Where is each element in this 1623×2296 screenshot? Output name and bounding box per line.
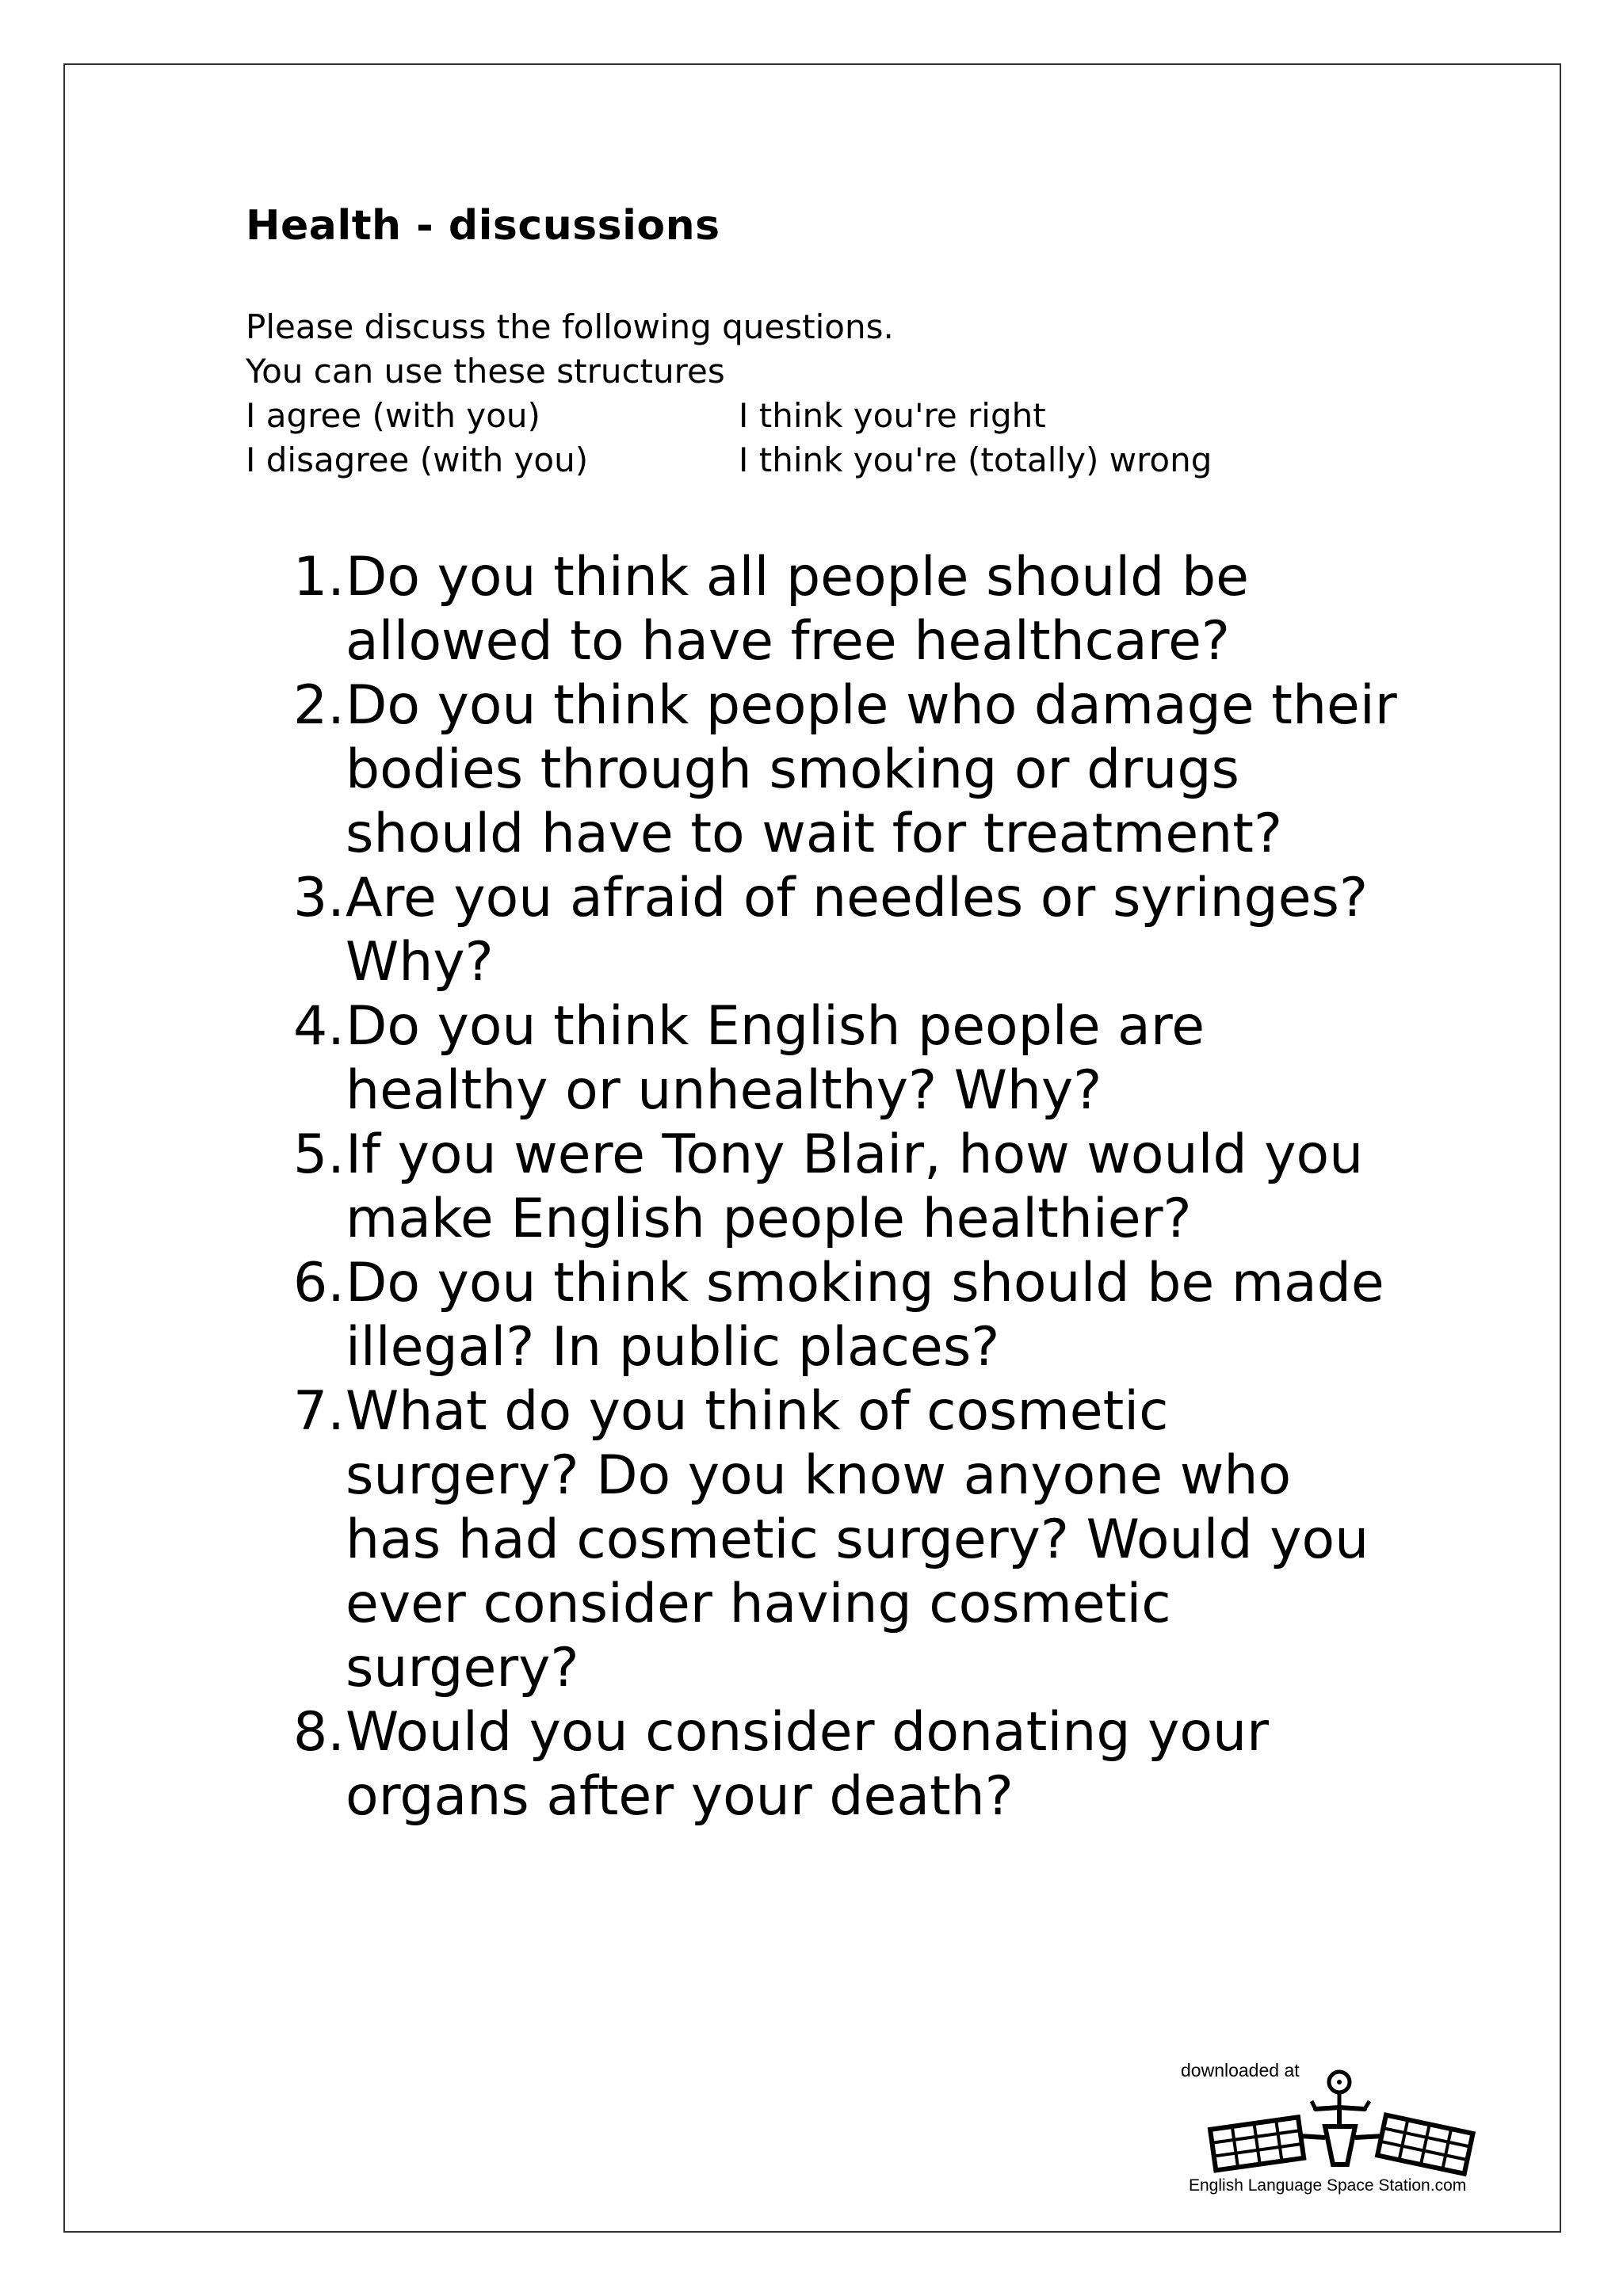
structure-disagree: I disagree (with you)	[246, 441, 589, 479]
question-item-8	[293, 1700, 1403, 1829]
question-text: Do you think people who damage their bodies through smoking or drugs should have to wait for treatment?	[346, 674, 1397, 865]
question-text: What do you think of cosmetic surgery? Do you know anyone who has had cosmetic surgery? Would you ever consider having cosmetic surgery?	[346, 1380, 1369, 1699]
question-text: Do you think all people should be allowed to have free healthcare?	[346, 546, 1249, 673]
logo-site-name: English Language Space Station.com	[1189, 2176, 1467, 2195]
site-logo	[1181, 2060, 1514, 2203]
question-item-7	[293, 1379, 1403, 1700]
question-text: If you were Tony Blair, how would you make English people healthier?	[346, 1123, 1364, 1250]
page-title: Health - discussions	[246, 202, 720, 250]
question-number: 5.	[293, 1123, 345, 1186]
question-item-5	[293, 1123, 1403, 1251]
question-number: 6.	[293, 1252, 345, 1314]
question-text: Are you afraid of needles or syringes? Why?	[346, 867, 1369, 994]
question-item-3	[293, 866, 1403, 994]
question-number: 1.	[293, 546, 345, 608]
instruction-line-2: You can use these structures	[246, 352, 725, 391]
structure-right: I think you're right	[739, 396, 1046, 435]
logo-downloaded-text: downloaded at	[1181, 2060, 1300, 2081]
question-text: Do you think English people are healthy or unhealthy? Why?	[346, 995, 1205, 1122]
question-item-6	[293, 1251, 1403, 1379]
question-text: Do you think smoking should be made illegal? In public places?	[346, 1252, 1384, 1379]
question-number: 7.	[293, 1380, 345, 1443]
question-number: 4.	[293, 995, 345, 1058]
question-item-1	[293, 545, 1403, 673]
instructions	[246, 305, 894, 394]
question-number: 8.	[293, 1701, 345, 1764]
question-number: 3.	[293, 867, 345, 929]
questions-list	[293, 545, 1403, 1829]
instruction-line-1: Please discuss the following questions.	[246, 307, 894, 346]
question-item-2	[293, 673, 1403, 866]
question-text: Would you consider donating your organs after your death?	[346, 1701, 1270, 1828]
question-item-4	[293, 994, 1403, 1123]
structure-wrong: I think you're (totally) wrong	[739, 441, 1212, 479]
question-number: 2.	[293, 674, 345, 737]
structure-agree: I agree (with you)	[246, 396, 540, 435]
